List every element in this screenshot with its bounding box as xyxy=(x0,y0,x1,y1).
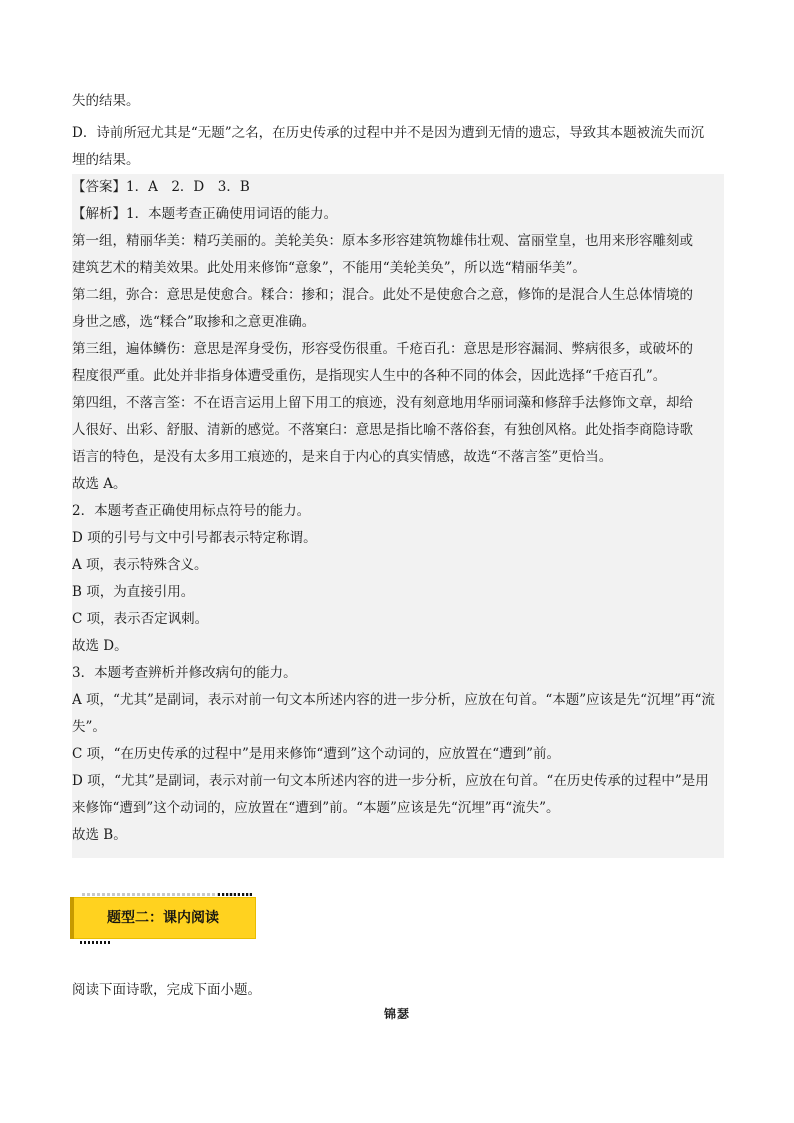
question-option-d: D．诗前所冠尤其是“无题”之名，在历史传承的过程中并不是因为遭到无情的遗忘，导致其本题被流失而沉 xyxy=(72,125,705,141)
analysis-line: 第二组，弥合：意思是使愈合。糅合：掺和；混合。此处不是使愈合之意，修饰的是混合人生总体情境的 xyxy=(72,282,724,309)
banner-decoration-dots xyxy=(218,893,254,896)
analysis-conclusion: 故选 D。 xyxy=(72,633,724,660)
analysis-conclusion: 故选 B。 xyxy=(72,822,724,858)
analysis-line: 失”。 xyxy=(72,714,724,741)
banner-decoration-dots xyxy=(80,941,110,944)
poem-title: 锦瑟 xyxy=(383,1007,410,1021)
answer-key: 【答案】1．A 2．D 3．B xyxy=(72,174,724,201)
analysis-line: C 项，表示否定讽刺。 xyxy=(72,606,724,633)
question-option-line: 埋的结果。 xyxy=(72,152,140,168)
analysis-heading: 3．本题考查辨析并修改病句的能力。 xyxy=(72,660,724,687)
analysis-line: 第四组，不落言筌：不在语言运用上留下用工的痕迹，没有刻意地用华丽词藻和修辞手法修饰文章，却给 xyxy=(72,390,724,417)
analysis-line: A 项，表示特殊含义。 xyxy=(72,552,724,579)
analysis-line: D 项，“尤其”是副词，表示对前一句文本所述内容的进一步分析，应放在句首。“在历史传承的过程中”是用 xyxy=(72,768,724,795)
analysis-line: 程度很严重。此处并非指身体遭受重伤，是指现实人生中的各种不同的体会，因此选择“千疮百孔”。 xyxy=(72,363,724,390)
question-option-line: 失的结果。 xyxy=(72,93,140,109)
analysis-heading: 【解析】1．本题考查正确使用词语的能力。 xyxy=(72,201,724,228)
analysis-line: 建筑艺术的精美效果。此处用来修饰“意象”，不能用“美轮美奂”，所以选“精丽华美”。 xyxy=(72,255,724,282)
analysis-line: 人很好、出彩、舒服、清新的感觉。不落窠臼：意思是指比喻不落俗套，有独创风格。此处指李商隐诗歌 xyxy=(72,417,724,444)
analysis-line: 第一组，精丽华美：精巧美丽的。美轮美奂：原本多形容建筑物雄伟壮观、富丽堂皇，也用来形容雕刻或 xyxy=(72,228,724,255)
analysis-heading: 2．本题考查正确使用标点符号的能力。 xyxy=(72,498,724,525)
reading-instruction: 阅读下面诗歌，完成下面小题。 xyxy=(72,982,261,998)
analysis-line: 第三组，遍体鳞伤：意思是浑身受伤，形容受伤很重。千疮百孔：意思是形容漏洞、弊病很多，或破坏的 xyxy=(72,336,724,363)
analysis-line: 来修饰“遭到”这个动词的，应放置在“遭到”前。“本题”应该是先“沉埋”再“流失”。 xyxy=(72,795,724,822)
analysis-line: B 项，为直接引用。 xyxy=(72,579,724,606)
analysis-line: 身世之感，选“糅合”取掺和之意更准确。 xyxy=(72,309,724,336)
analysis-line: 语言的特色，是没有太多用工痕迹的，是来自于内心的真实情感，故选“不落言筌”更恰当。 xyxy=(72,444,724,471)
analysis-line: A 项，“尤其”是副词，表示对前一句文本所述内容的进一步分析，应放在句首。“本题”应该是先“沉埋”再“流 xyxy=(72,687,724,714)
analysis-conclusion: 故选 A。 xyxy=(72,471,724,498)
analysis-line: C 项，“在历史传承的过程中”是用来修饰“遭到”这个动词的，应放置在“遭到”前。 xyxy=(72,741,724,768)
section-heading: 题型二：课内阅读 xyxy=(107,910,219,926)
analysis-line: D 项的引号与文中引号都表示特定称谓。 xyxy=(72,525,724,552)
